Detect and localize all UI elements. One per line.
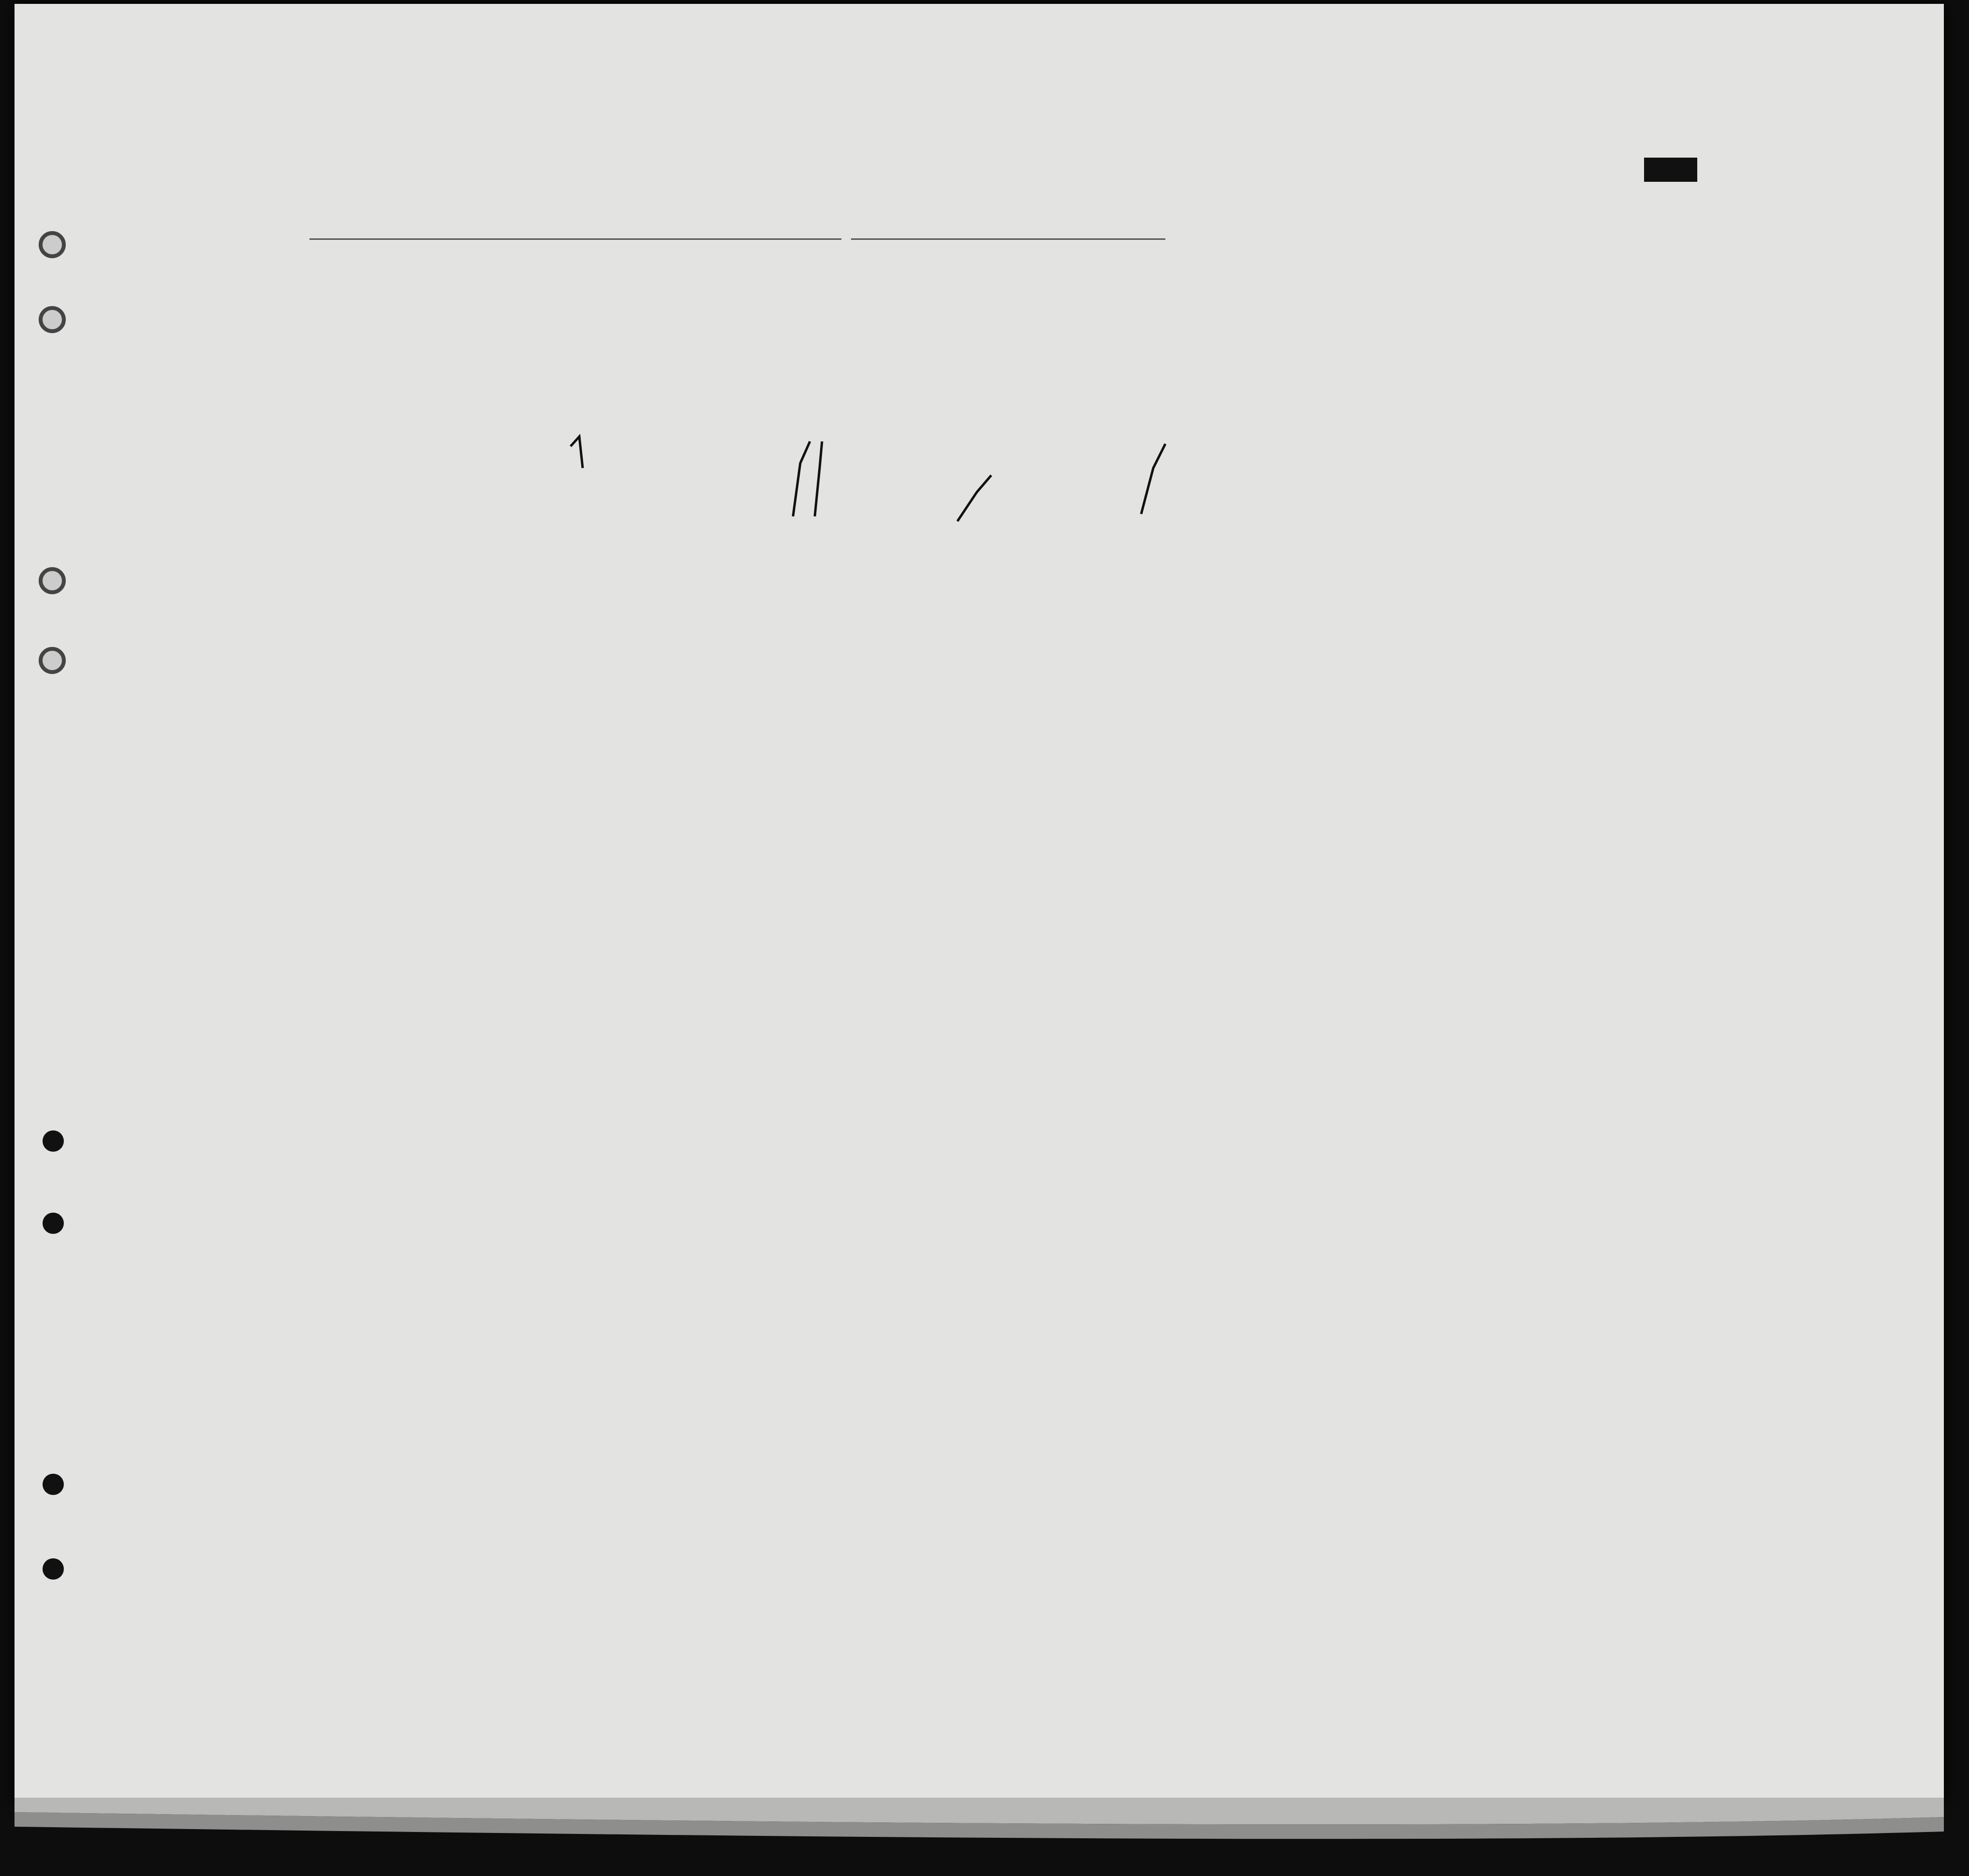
binder-hole [43,1130,64,1152]
binder-hole [43,1474,64,1495]
binder-ring-hole [39,306,66,333]
binder-hole [43,1213,64,1234]
binder-ring-hole [39,647,66,674]
manifest-page [15,4,1944,1802]
page-curl [0,1798,1969,1876]
binder-ring-hole [39,567,66,594]
binder-hole [43,1558,64,1580]
check-strokes [15,4,1944,584]
binder-ring-hole [39,231,66,258]
